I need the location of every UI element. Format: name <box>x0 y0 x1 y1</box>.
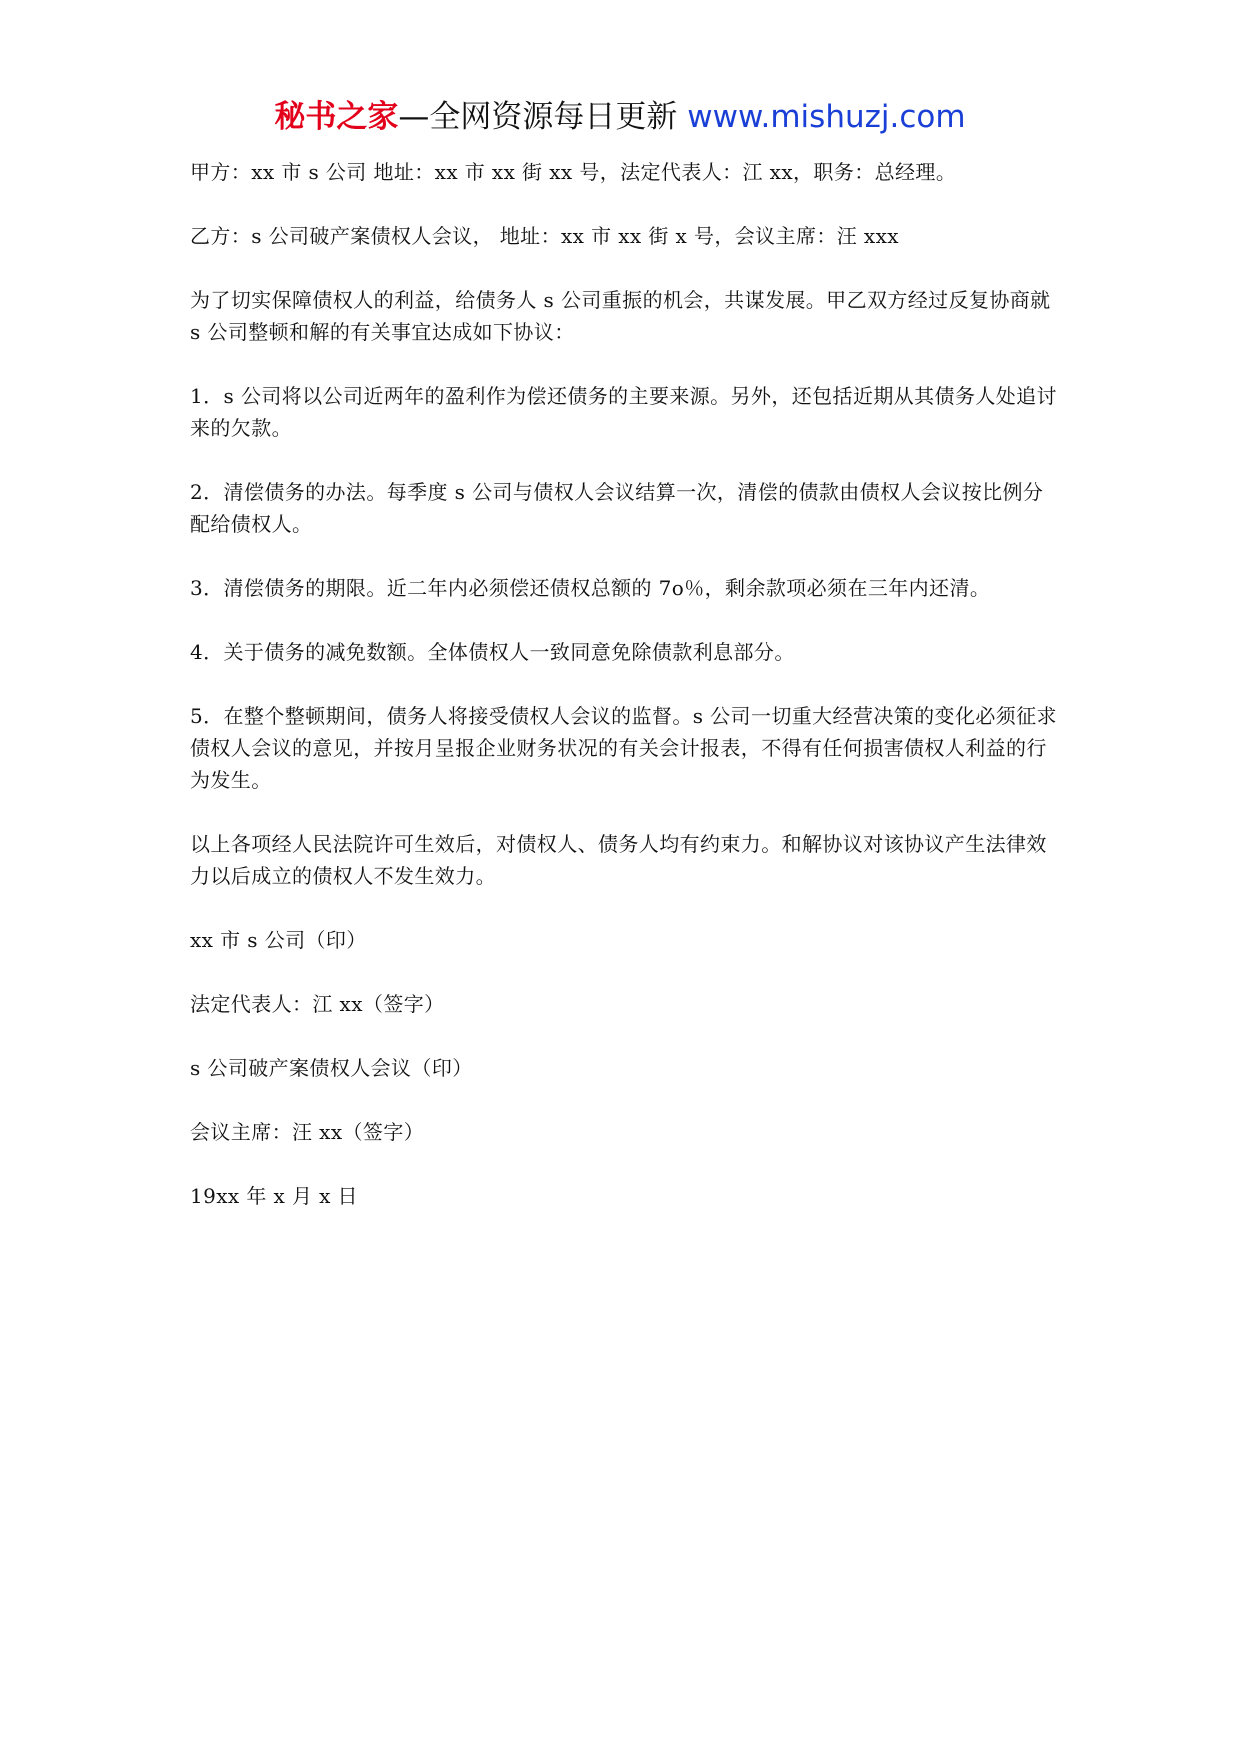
signature-representative: 法定代表人：江 xx（签字） <box>190 992 445 1016</box>
party-b-line: 乙方：s 公司破产案债权人会议， 地址：xx 市 xx 街 x 号，会议主席：汪 xxx <box>190 224 899 248</box>
clause-3: 3．清偿债务的期限。近二年内必须偿还债权总额的 7o％，剩余款项必须在三年内还清。 <box>190 576 991 600</box>
site-url: www.mishuzj.com <box>687 99 966 135</box>
site-header <box>0 96 1240 138</box>
clause-4: 4．关于债务的减免数额。全体债权人一致同意免除债款利息部分。 <box>190 640 795 664</box>
date-line: 19xx 年 x 月 x 日 <box>190 1184 358 1208</box>
effect-paragraph: 以上各项经人民法院许可生效后，对债权人、债务人均有约束力。和解协议对该协议产生法律效力以后成立的债权人不发生效力。 <box>190 832 1047 888</box>
header-slogan: —全网资源每日更新 <box>398 99 678 135</box>
party-a-line: 甲方：xx 市 s 公司 地址：xx 市 xx 街 xx 号，法定代表人：江 xx，职务：总经理。 <box>190 160 957 184</box>
brand-name: 秘书之家 <box>274 99 399 135</box>
clause-5: 5．在整个整顿期间，债务人将接受债权人会议的监督。s 公司一切重大经营决策的变化必须征求债权人会议的意见，并按月呈报企业财务状况的有关会计报表，不得有任何损害债权人利益的行为发生。 <box>190 704 1057 792</box>
document-body <box>190 156 1060 1244</box>
clause-2: 2．清偿债务的办法。每季度 s 公司与债权人会议结算一次，清偿的债款由债权人会议按比例分配给债权人。 <box>190 480 1044 536</box>
clause-1: 1．s 公司将以公司近两年的盈利作为偿还债务的主要来源。另外，还包括近期从其债务人处追讨来的欠款。 <box>190 384 1057 440</box>
seal-party-b: s 公司破产案债权人会议（印） <box>190 1056 473 1080</box>
seal-party-a: xx 市 s 公司（印） <box>190 928 367 952</box>
signature-chairman: 会议主席：汪 xx（签字） <box>190 1120 425 1144</box>
preamble-paragraph: 为了切实保障债权人的利益，给债务人 s 公司重振的机会，共谋发展。甲乙双方经过反复协商就 s 公司整顿和解的有关事宜达成如下协议： <box>190 288 1051 344</box>
